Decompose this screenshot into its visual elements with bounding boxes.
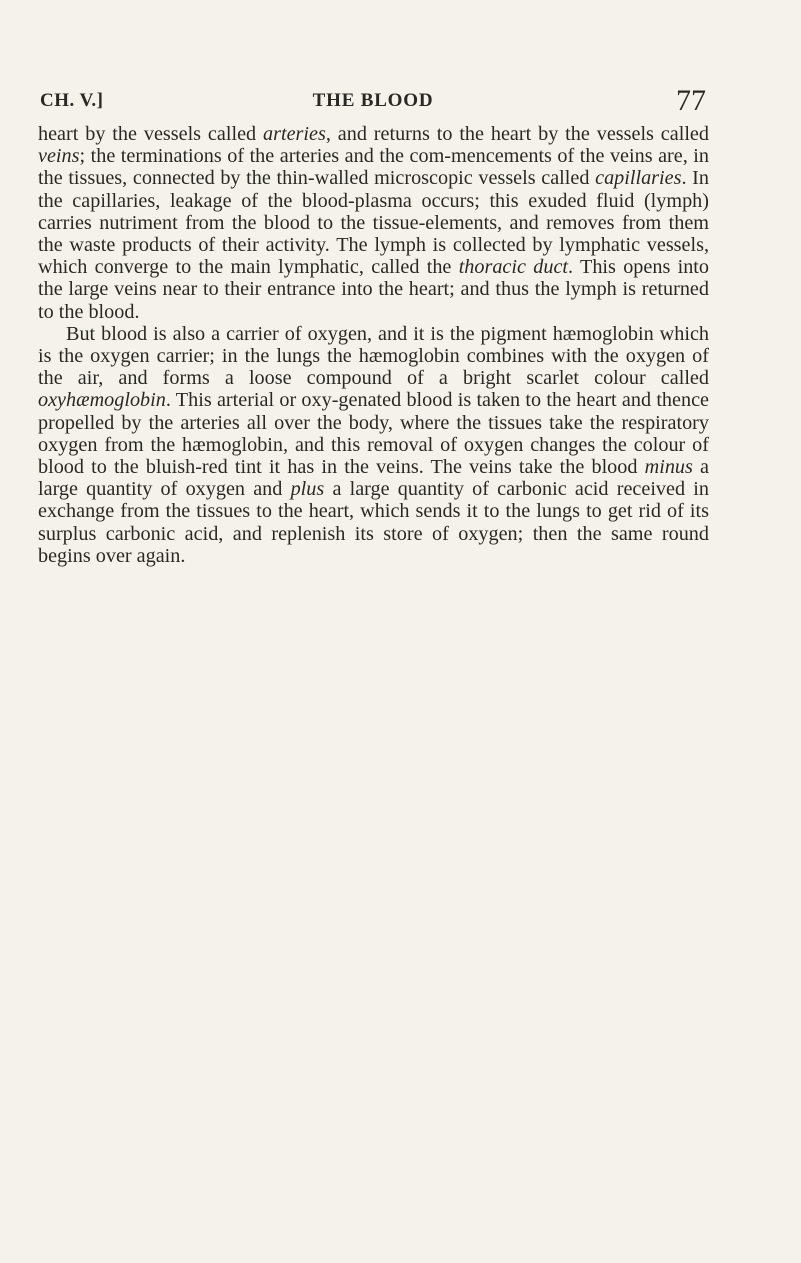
term-arteries: arteries — [263, 123, 326, 145]
text-run: ; the terminations of the arteries and the com-mencements of the veins are, in the tissues, connected by the thin-walled microscopic vessels called — [38, 145, 709, 190]
text-run: . This arterial or oxy-genated blood is taken to the heart and thence propelled by the arteries all over the body, where the tissues take the respiratory oxygen from the hæmoglobin, and this removal of oxygen changes the colour of blood to the bluish-red tint it has in the veins. The veins take the blood — [38, 389, 709, 479]
paragraph-2 — [38, 323, 709, 567]
term-plus: plus — [290, 478, 325, 501]
page-title: THE BLOOD — [312, 90, 434, 111]
text-run: . This opens into the large veins near to their entrance into the heart; and thus the lymph is returned to the blood. — [38, 256, 709, 323]
body-text — [38, 123, 709, 567]
chapter-label: CH. V.] — [40, 90, 104, 111]
running-head — [40, 86, 706, 116]
term-minus: minus — [644, 456, 693, 479]
text-run: heart by the vessels called — [38, 123, 264, 145]
text-run: a large quantity of oxygen and — [38, 456, 709, 501]
paragraph-1 — [38, 123, 709, 323]
term-capillaries: capillaries — [595, 167, 682, 190]
page-number: 77 — [676, 84, 706, 117]
text-run: , and returns to the heart by the vessels called — [325, 123, 709, 145]
term-thoracic-duct: thoracic duct — [458, 256, 569, 279]
text-run: a large quantity of carbonic acid received in exchange from the tissues to the heart, which sends it to the lungs to get rid of its surplus carbonic acid, and replenish its store of oxygen; then the same round begins over again. — [38, 478, 709, 567]
term-oxyhaemoglobin: oxyhæmoglobin — [38, 389, 166, 412]
text-run: . In the capillaries, leakage of the blood-plasma occurs; this exuded fluid (lymph) carries nutriment from the blood to the tissue-elements, and removes from them the waste products of their activity. The lymph is collected by lymphatic vessels, which converge to the main lymphatic, called the — [38, 167, 709, 279]
term-veins: veins — [38, 145, 80, 168]
text-run: But blood is also a carrier of oxygen, and it is the pigment hæmoglobin which is the oxygen carrier; in the lungs the hæmoglobin combines with the oxygen of the air, and forms a loose compound of a bright scarlet colour called — [38, 322, 709, 390]
